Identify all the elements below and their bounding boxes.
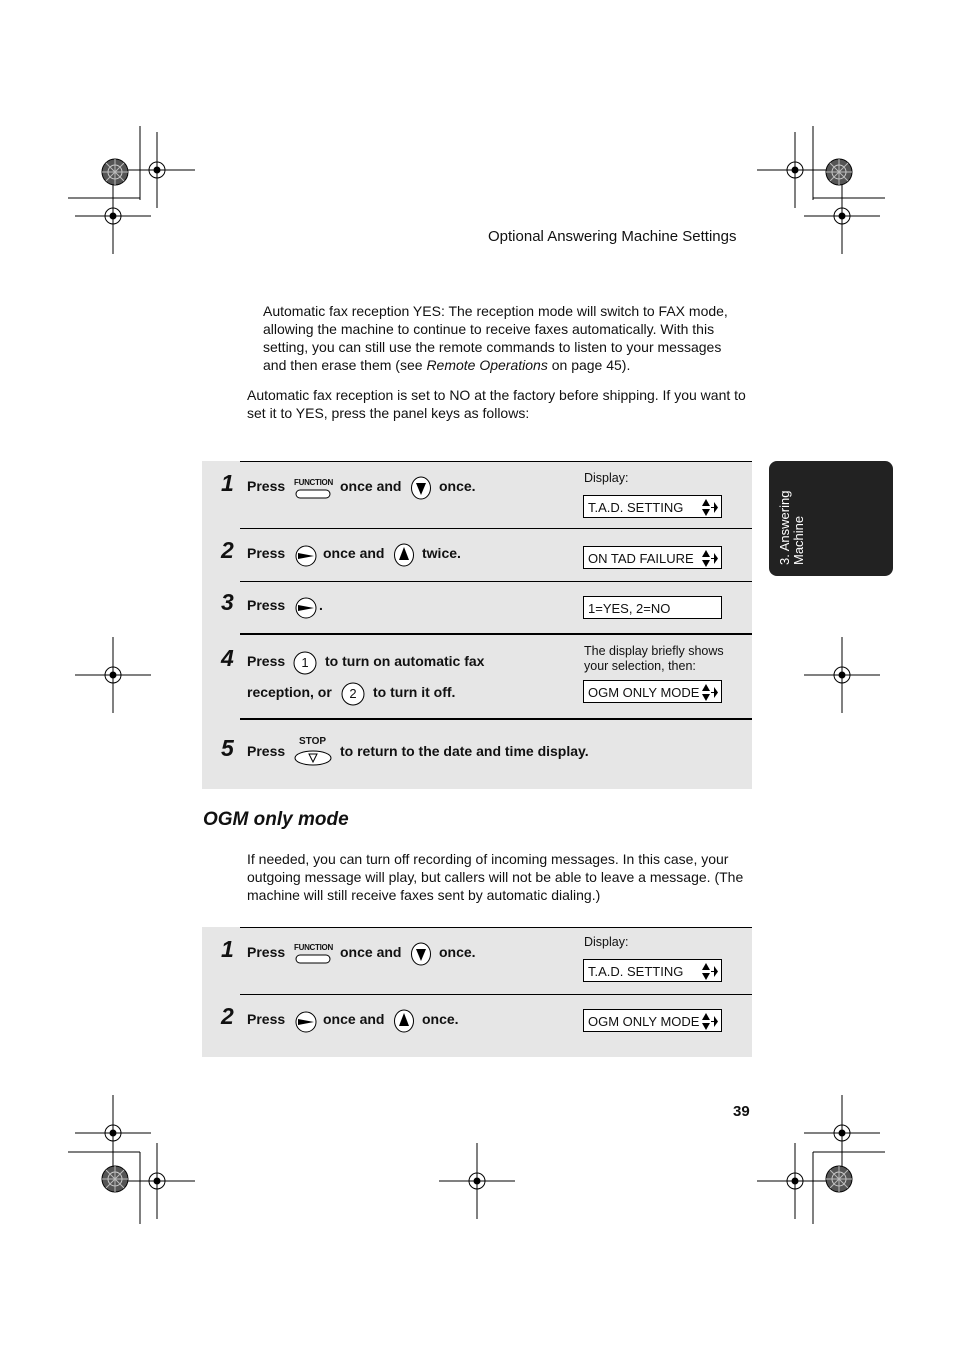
lcd-display — [583, 959, 722, 982]
lcd-display — [583, 596, 722, 619]
up-arrow-key-icon — [393, 1009, 415, 1033]
section-paragraph: If needed, you can turn off recording of incoming messages. In this case, your outgoing message will play, but callers will not be able to leave a message. (The machine will still receive faxes sent by automatic dialing.) — [247, 851, 744, 903]
step-press-label: Press — [247, 743, 286, 759]
stop-key-label: STOP — [299, 736, 327, 747]
step-mid-text: once and — [340, 478, 402, 494]
step-mid-text: once and — [340, 944, 402, 960]
key-1-icon — [293, 651, 317, 675]
lcd-display — [583, 1009, 722, 1032]
divider — [240, 994, 752, 995]
lcd-display — [583, 680, 722, 703]
step-number: 2 — [221, 537, 234, 563]
intro-text-b: on page 45). — [547, 357, 631, 373]
divider — [240, 927, 752, 928]
right-arrow-key-icon — [294, 544, 318, 568]
running-header: Optional Answering Machine Settings — [488, 228, 737, 245]
step-end-text: twice. — [422, 545, 461, 561]
function-key-label: FUNCTION — [294, 478, 333, 487]
page-number: 39 — [733, 1103, 750, 1120]
lcd-text: T.A.D. SETTING — [588, 500, 684, 515]
step-press-label: Press — [247, 944, 286, 960]
step-end-text: . — [319, 597, 323, 613]
up-down-arrow-icon — [702, 963, 718, 980]
lcd-text: OGM ONLY MODE — [588, 685, 700, 700]
divider — [240, 461, 752, 462]
step-number: 3 — [221, 589, 234, 615]
right-arrow-key-icon — [294, 596, 318, 620]
stop-key-icon — [294, 736, 334, 766]
function-key-icon — [293, 943, 335, 965]
step-mid-text: once and — [323, 1011, 385, 1027]
lcd-text: T.A.D. SETTING — [588, 964, 684, 979]
down-arrow-key-icon — [410, 476, 432, 500]
step-press-label: Press — [247, 653, 286, 669]
up-down-arrow-icon — [702, 1013, 718, 1030]
right-arrow-key-icon — [294, 1010, 318, 1034]
up-arrow-key-icon — [393, 543, 415, 567]
step-press-label: Press — [247, 597, 286, 613]
step-number: 4 — [221, 645, 234, 671]
step-end-text: to return to the date and time display. — [340, 743, 589, 759]
step-number: 2 — [221, 1003, 234, 1029]
up-down-arrow-icon — [702, 499, 718, 516]
function-key-label: FUNCTION — [294, 943, 333, 952]
key-2-label: 2 — [349, 686, 357, 701]
lcd-display — [583, 546, 722, 569]
step-mid-text: once and — [323, 545, 385, 561]
intro-paragraph-2: Automatic fax reception is set to NO at the factory before shipping. If you want to set it to YES, press the panel keys as follows: — [247, 387, 746, 421]
step-number: 5 — [221, 735, 234, 761]
step-end-text: once. — [439, 944, 476, 960]
down-arrow-key-icon — [410, 942, 432, 966]
section-title: OGM only mode — [203, 809, 349, 830]
key-1-label: 1 — [301, 655, 309, 670]
step-line1-text: to turn on automatic fax — [325, 653, 485, 669]
divider — [240, 581, 752, 582]
display-label: Display: — [584, 935, 629, 949]
lcd-display — [583, 495, 722, 518]
divider — [240, 718, 752, 720]
key-2-icon — [341, 682, 365, 706]
up-down-arrow-icon — [702, 550, 718, 567]
step-press-label: Press — [247, 545, 286, 561]
intro-text-a: Automatic fax reception YES: The reception mode will switch to FAX mode, allowing the machine to continue to receive faxes automatically. With this setting, you can still use the remote commands to listen to your messages and then erase them (see — [263, 303, 728, 373]
lcd-text: ON TAD FAILURE — [588, 551, 694, 566]
intro-paragraph-1 — [263, 302, 743, 374]
step-number: 1 — [221, 470, 234, 496]
intro-reference: Remote Operations — [426, 357, 548, 373]
display-note: The display briefly shows your selection, then: — [584, 644, 724, 673]
step-end-text: once. — [422, 1011, 459, 1027]
function-key-icon — [293, 478, 335, 500]
lcd-text: OGM ONLY MODE — [588, 1014, 700, 1029]
step-press-label: Press — [247, 478, 286, 494]
step-number: 1 — [221, 936, 234, 962]
display-label: Display: — [584, 471, 629, 485]
step-press-label: Press — [247, 1011, 286, 1027]
step-line2-text: reception, or — [247, 684, 332, 700]
up-down-arrow-icon — [702, 684, 718, 701]
step-end-text: to turn it off. — [373, 684, 456, 700]
lcd-text: 1=YES, 2=NO — [588, 601, 671, 616]
chapter-tab-label: 3. Answering Machine — [777, 490, 806, 565]
step-end-text: once. — [439, 478, 476, 494]
divider — [240, 633, 752, 635]
divider — [240, 528, 752, 529]
